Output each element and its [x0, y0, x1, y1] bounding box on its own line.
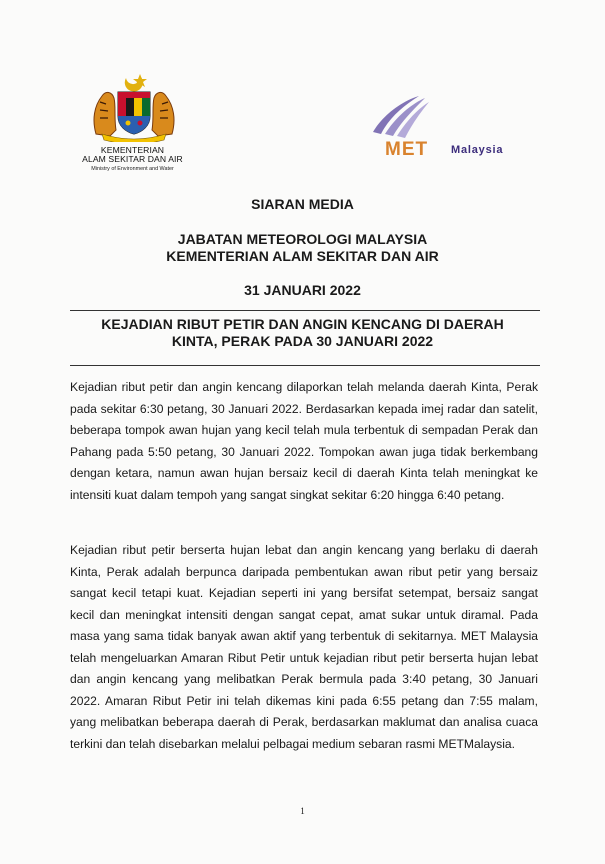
coat-of-arms-icon [88, 72, 180, 142]
department-name: JABATAN METEOROLOGI MALAYSIA [177, 231, 428, 247]
ministry-logo [70, 72, 195, 178]
ministry-name-line1: KEMENTERIAN [100, 145, 165, 155]
body-paragraph-2: Kejadian ribut petir berserta hujan lebat dan angin kencang yang berlaku di daerah Kinta, Perak adalah berpunca daripada pembentukan awan ribut petir yang bersaiz sangat kecil tetapi kuat. Kejadian seperti ini yang bersifat setempat, bersaiz sangat kecil dan meningkat intensiti dengan sangat cepat, amat sukar untuk diramal. Pada masa yang sama tidak banyak awan aktif yang terbentuk di sekitarnya. MET Malaysia telah mengeluarkan Amaran Ribut Petir untuk kejadian ribut petir berserta hujan lebat dan angin kencang yang melibatkan Perak bermula pada 3:40 petang, 30 Januari 2022. Amaran Ribut Petir ini telah dikemas kini pada 6:55 petang dan 7:55 malam, yang melibatkan beberapa daerah di Perak, berdasarkan maklumat dan analisa cuaca terkini dan telah disebarkan melalui pelbagai medium sebaran rasmi METMalaysia. [70, 543, 538, 751]
body-paragraph-1: Kejadian ribut petir dan angin kencang dilaporkan telah melanda daerah Kinta, Perak pada sekitar 6:30 petang, 30 Januari 2022. Berdasarkan kepada imej radar dan satelit, beberapa tompok awan hujan yang kecil telah mula terbentuk di sempadan Perak dan Pahang pada 5:50 petang, 30 Januari 2022. Tompokan awan juga tidak berkembang dengan ketara, namun awan hujan bersaiz kecil di daerah Kinta telah meningkat ke intensiti kuat dalam tempoh yang sangat singkat sekitar 6:20 hingga 6:40 petang. [70, 380, 538, 502]
met-swoosh-icon [355, 88, 515, 168]
ministry-name-line2: ALAM SEKITAR DAN AIR [82, 154, 183, 165]
met-wordmark: MET [385, 139, 429, 160]
title-line2: KINTA, PERAK PADA 30 JANUARI 2022 [171, 333, 434, 349]
malaysia-wordmark: Malaysia [451, 144, 504, 156]
title-line1: KEJADIAN RIBUT PETIR DAN ANGIN KENCANG DI DAERAH [101, 316, 504, 332]
ministry-name-en: Ministry of Environment and Water [91, 166, 174, 172]
ministry-name [70, 146, 195, 165]
title-bottom-divider [70, 365, 540, 366]
met-malaysia-logo [355, 88, 515, 168]
title-top-divider [70, 310, 540, 311]
media-release-label: SIARAN MEDIA [251, 196, 354, 212]
page-number: 1 [300, 806, 305, 816]
ministry-heading: KEMENTERIAN ALAM SEKITAR DAN AIR [166, 248, 439, 264]
release-date: 31 JANUARI 2022 [244, 282, 361, 298]
